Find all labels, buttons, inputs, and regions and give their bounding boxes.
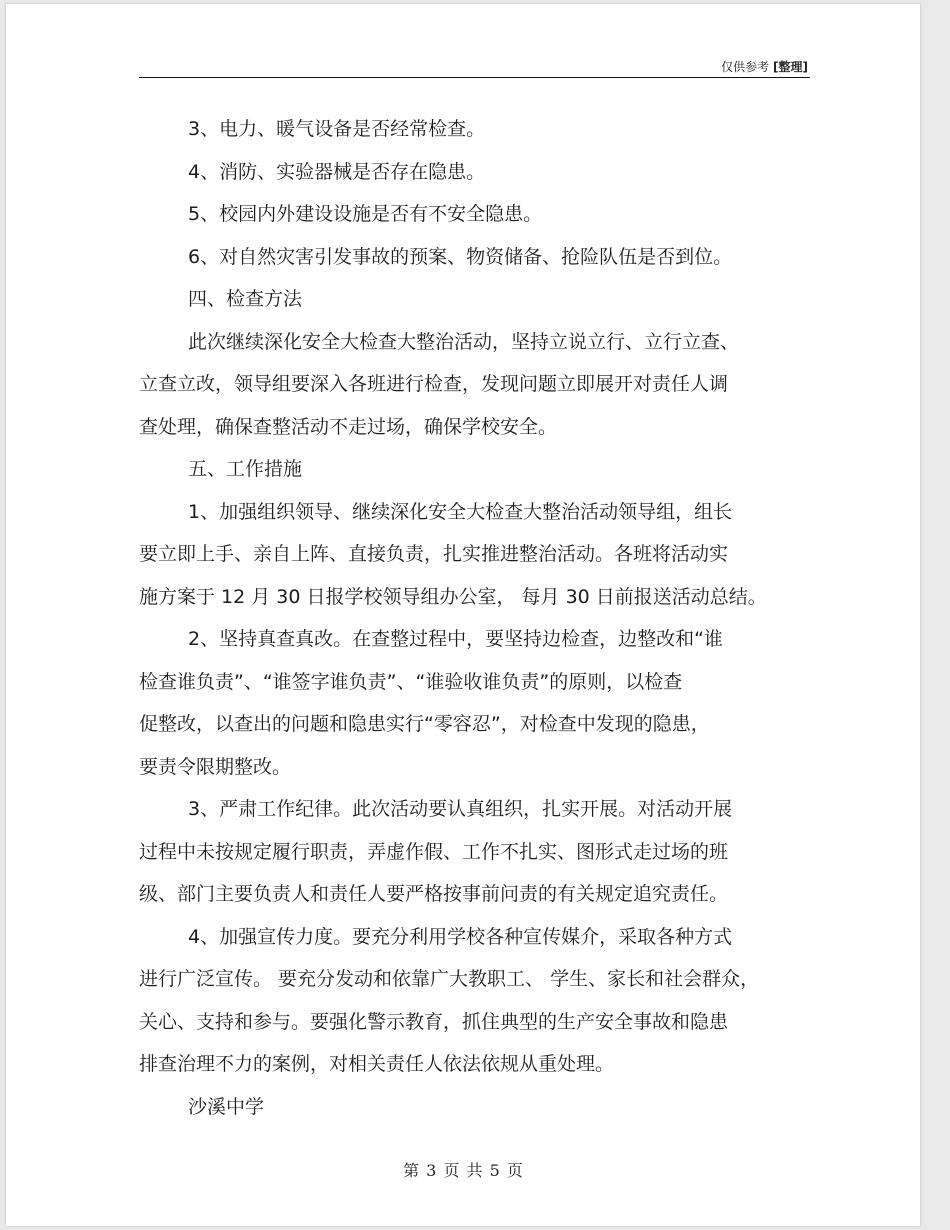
paragraph-line: 检查谁负责”、“谁签字谁负责”、“谁验收谁负责”的原则，以检查	[139, 670, 683, 693]
paragraph-line: 过程中未按规定履行职责，弄虚作假、工作不扎实、图形式走过场的班	[139, 840, 729, 863]
page-header	[721, 58, 808, 75]
page-footer: 第 3 页 共 5 页	[403, 1161, 523, 1180]
paragraph-line: 2、坚持真查真改。在查整过程中，要坚持边检查，边整改和“谁	[188, 628, 723, 650]
signature-line: 沙溪中学	[188, 1095, 265, 1118]
paragraph-line: 要立即上手、亲自上阵、直接负责，扎实推进整治活动。各班将活动实	[139, 543, 729, 565]
paragraph-line: 4、加强宣传力度。要充分利用学校各种宣传媒介，采取各种方式	[188, 925, 733, 948]
header-tag: [整理]	[773, 60, 808, 74]
paragraph-line: 4、消防、实验器械是否存在隐患。	[188, 160, 486, 183]
paragraph-line: 排查治理不力的案例，对相关责任人依法依规从重处理。	[139, 1053, 615, 1075]
paragraph-line: 关心、支持和参与。要强化警示教育，抓住典型的生产安全事故和隐患	[139, 1010, 729, 1033]
header-reference-text: 仅供参考	[721, 60, 770, 74]
paragraph-line: 要责令限期整改。	[139, 755, 292, 778]
paragraph-line: 3、严肃工作纪律。此次活动要认真组织，扎实开展。对活动开展	[188, 798, 733, 820]
section-heading: 四、检查方法	[188, 288, 303, 310]
paragraph-line: 级、部门主要负责人和责任人要严格按事前问责的有关规定追究责任。	[139, 883, 729, 905]
document-body	[139, 108, 819, 1128]
paragraph-line: 此次继续深化安全大检查大整治活动，坚持立说立行、立行立查、	[188, 330, 740, 353]
paragraph-line: 6、对自然灾害引发事故的预案、物资储备、抢险队伍是否到位。	[188, 245, 733, 268]
paragraph-line: 立查立改，领导组要深入各班进行检查，发现问题立即展开对责任人调	[139, 373, 729, 395]
paragraph-line: 1、加强组织领导、继续深化安全大检查大整治活动领导组，组长	[188, 500, 733, 523]
paragraph-line: 促整改，以查出的问题和隐患实行“零容忍”，对检查中发现的隐患，	[139, 713, 710, 735]
paragraph-line: 查处理，确保查整活动不走过场，确保学校安全。	[139, 415, 558, 438]
paragraph-line: 施方案于 12 月 30 日报学校领导组办公室， 每月 30 日前报送活动总结。	[139, 585, 767, 608]
paragraph-line: 3、电力、暖气设备是否经常检查。	[188, 118, 486, 140]
section-heading: 五、工作措施	[188, 458, 303, 480]
paragraph-line: 进行广泛宣传。 要充分发动和依靠广大教职工、 学生、家长和社会群众，	[139, 968, 760, 990]
document-page	[6, 4, 920, 1226]
header-divider	[139, 77, 810, 78]
paragraph-line: 5、校园内外建设设施是否有不安全隐患。	[188, 203, 543, 225]
